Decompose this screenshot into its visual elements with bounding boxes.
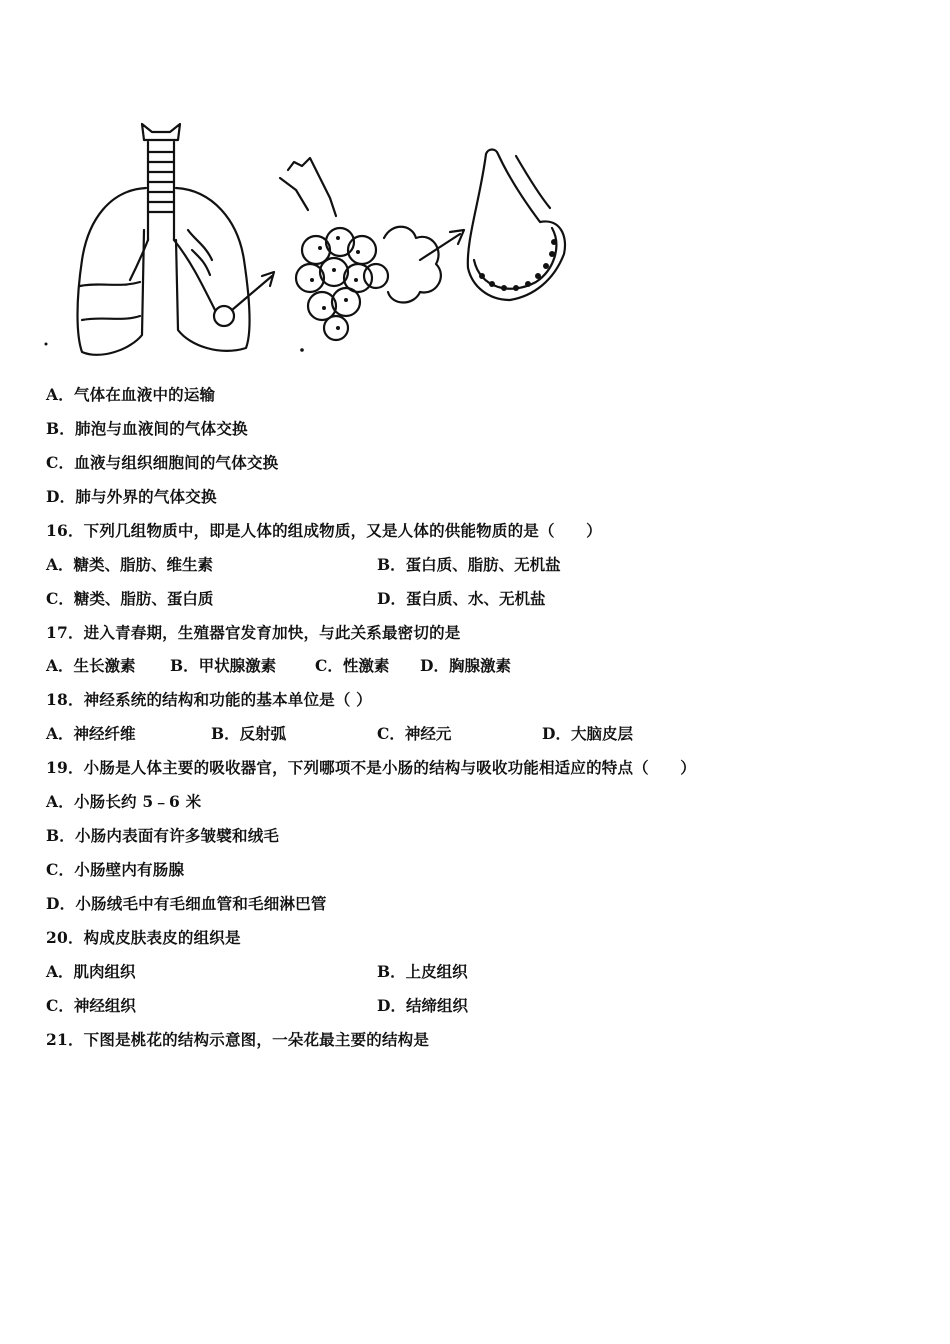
option-letter: C． — [46, 589, 74, 608]
q18-stem — [46, 690, 372, 710]
option-text: 甲状腺激素 — [198, 656, 277, 675]
option-letter: A． — [46, 792, 74, 811]
option-letter: C． — [377, 724, 405, 743]
option-letter: D． — [46, 487, 76, 506]
option-letter: C． — [46, 860, 75, 879]
q18-option-b[interactable] — [211, 724, 286, 744]
question-number: 18． — [46, 690, 84, 709]
q16-options-row-1 — [46, 555, 746, 575]
q20-options-row-2 — [46, 996, 746, 1016]
q16-options-row-2 — [46, 589, 746, 609]
question-text: 神经系统的结构和功能的基本单位是（ ） — [83, 690, 372, 709]
option-letter: D． — [377, 589, 406, 608]
q20-options-row-1 — [46, 962, 746, 982]
q15-option-d[interactable] — [46, 487, 217, 507]
question-number: 21． — [46, 1030, 84, 1049]
option-letter: B． — [377, 555, 406, 574]
q20-option-a[interactable] — [46, 962, 136, 982]
option-text: 反射弧 — [239, 724, 287, 743]
q19-option-c[interactable] — [46, 860, 184, 880]
option-letter: D． — [420, 656, 449, 675]
option-letter: D． — [377, 996, 406, 1015]
q16-option-a[interactable] — [46, 555, 213, 575]
q18-option-a[interactable] — [46, 724, 136, 744]
option-letter: C． — [46, 996, 74, 1015]
option-text: 蛋白质、脂肪、无机盐 — [405, 555, 561, 574]
option-letter: A． — [46, 724, 74, 743]
option-text: 糖类、脂肪、维生素 — [73, 555, 214, 574]
option-letter: B． — [46, 419, 76, 438]
q16-option-c[interactable] — [46, 589, 213, 609]
option-text: 结缔组织 — [405, 996, 468, 1015]
option-letter: B． — [211, 724, 240, 743]
question-text: 构成皮肤表皮的组织是 — [83, 928, 241, 947]
q21-stem — [46, 1030, 429, 1050]
option-text: 气体在血液中的运输 — [73, 385, 216, 404]
option-text: 糖类、脂肪、蛋白质 — [73, 589, 214, 608]
q19-option-a[interactable] — [46, 792, 201, 812]
option-letter: B． — [377, 962, 406, 981]
question-text: 小肠是人体主要的吸收器官，下列哪项不是小肠的结构与吸收功能相适应的特点（ ） — [83, 758, 696, 777]
question-number: 19． — [46, 758, 84, 777]
option-text: 上皮组织 — [405, 962, 468, 981]
q18-option-c[interactable] — [377, 724, 451, 744]
option-letter: D． — [542, 724, 571, 743]
q20-option-d[interactable] — [377, 996, 468, 1016]
question-text: 下列几组物质中，即是人体的组成物质，又是人体的供能物质的是（ ） — [83, 521, 602, 540]
q18-option-d[interactable] — [542, 724, 633, 744]
option-text: 血液与组织细胞间的气体交换 — [74, 453, 279, 472]
option-text: 肌肉组织 — [73, 962, 136, 981]
question-number: 20． — [46, 928, 84, 947]
option-text: 生长激素 — [73, 656, 136, 675]
q16-option-b[interactable] — [377, 555, 561, 575]
q18-options-row — [46, 724, 846, 744]
q17-option-b[interactable] — [170, 656, 276, 676]
option-letter: A． — [46, 962, 74, 981]
option-text: 小肠绒毛中有毛细血管和毛细淋巴管 — [75, 894, 327, 913]
question-number: 16． — [46, 521, 84, 540]
option-text: 小肠壁内有肠腺 — [74, 860, 185, 879]
option-text: 肺泡与血液间的气体交换 — [75, 419, 248, 438]
option-text: 小肠内表面有许多皱襞和绒毛 — [75, 826, 280, 845]
q17-option-a[interactable] — [46, 656, 136, 676]
option-text: 大脑皮层 — [570, 724, 633, 743]
option-letter: B． — [170, 656, 199, 675]
q20-stem — [46, 928, 241, 948]
option-text: 肺与外界的气体交换 — [75, 487, 217, 506]
question-text: 下图是桃花的结构示意图，一朵花最主要的结构是 — [83, 1030, 430, 1049]
q19-option-d[interactable] — [46, 894, 327, 914]
option-text: 胸腺激素 — [448, 656, 511, 675]
q16-stem — [46, 521, 602, 541]
respiratory-figure — [40, 110, 600, 370]
q17-stem — [46, 623, 460, 643]
option-text: 小肠长约 5﹣6 米 — [73, 792, 202, 811]
option-text: 性激素 — [342, 656, 390, 675]
q20-option-c[interactable] — [46, 996, 136, 1016]
question-number: 17． — [46, 623, 84, 642]
option-text: 蛋白质、水、无机盐 — [405, 589, 546, 608]
q17-option-c[interactable] — [315, 656, 389, 676]
option-letter: C． — [46, 453, 75, 472]
option-letter: D． — [46, 894, 76, 913]
option-letter: A． — [46, 656, 74, 675]
q19-option-b[interactable] — [46, 826, 279, 846]
q17-options-row — [46, 656, 746, 676]
option-text: 神经纤维 — [73, 724, 136, 743]
option-letter: C． — [315, 656, 343, 675]
option-letter: B． — [46, 826, 76, 845]
option-letter: A． — [46, 555, 74, 574]
q16-option-d[interactable] — [377, 589, 545, 609]
question-text: 进入青春期，生殖器官发育加快，与此关系最密切的是 — [83, 623, 461, 642]
q19-stem — [46, 758, 696, 778]
option-text: 神经组织 — [73, 996, 136, 1015]
q15-option-b[interactable] — [46, 419, 248, 439]
q15-option-c[interactable] — [46, 453, 278, 473]
q20-option-b[interactable] — [377, 962, 468, 982]
option-letter: A． — [46, 385, 74, 404]
q15-option-a[interactable] — [46, 385, 215, 405]
q17-option-d[interactable] — [420, 656, 511, 676]
option-text: 神经元 — [404, 724, 452, 743]
